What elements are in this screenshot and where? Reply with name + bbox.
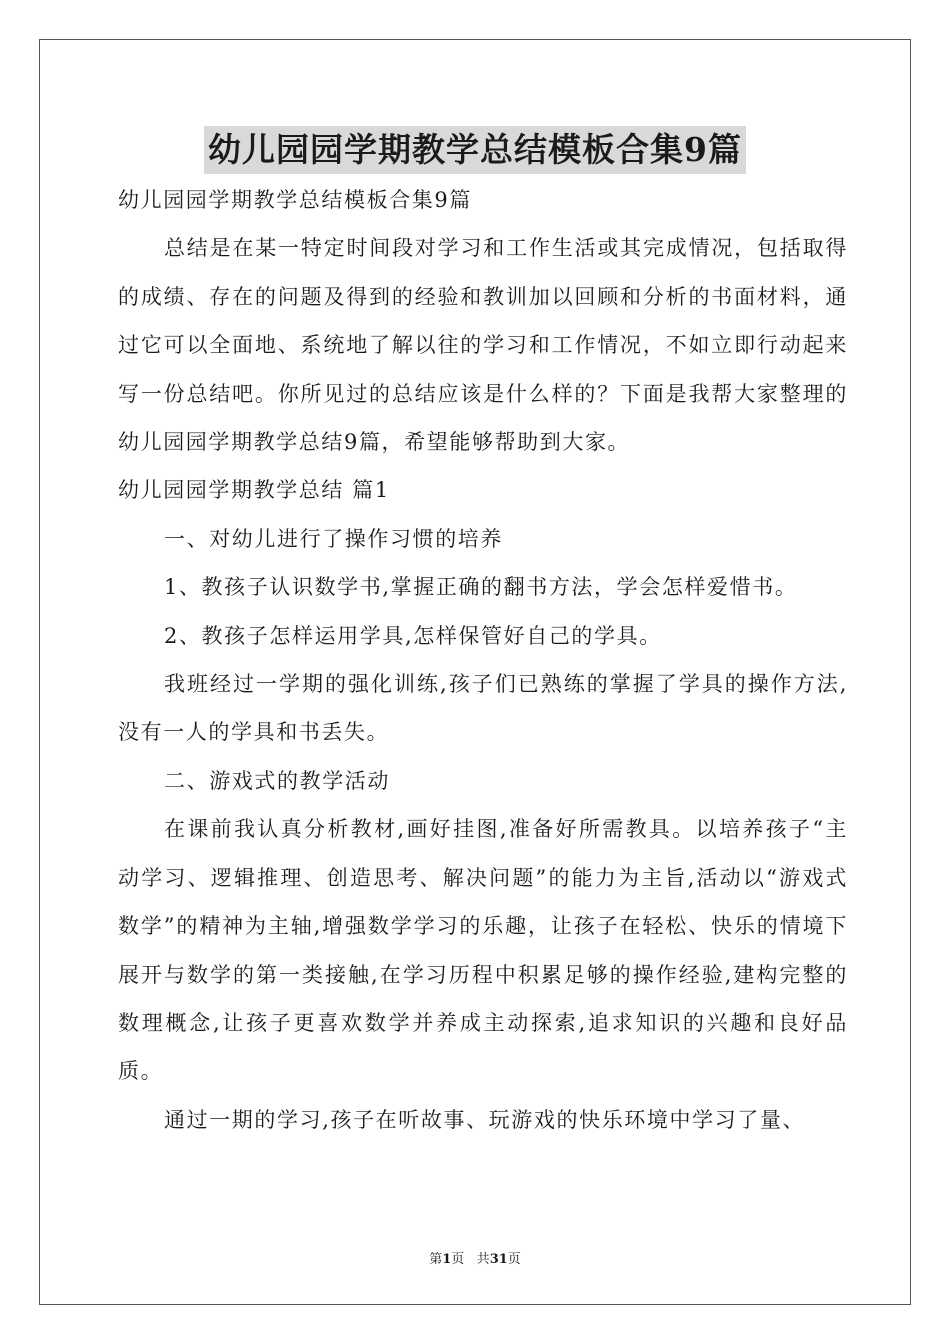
total-page-count: 31 (489, 1252, 508, 1267)
document-body (118, 176, 848, 1144)
paragraph: 我班经过一学期的强化训练,孩子们已熟练的掌握了学具的操作方法,没有一人的学具和书丢失。 (118, 672, 848, 745)
intro-paragraph: 总结是在某一特定时间段对学习和工作生活或其完成情况，包括取得的成绩、存在的问题及得到的经验和教训加以回顾和分析的书面材料，通过它可以全面地、系统地了解以往的学习和工作情况，不如立即行动起来写一份总结吧。你所见过的总结应该是什么样的？下面是我帮大家整理的幼儿园园学期教学总结9篇，希望能够帮助到大家。 (118, 236, 848, 455)
section-heading: 幼儿园园学期教学总结 篇1 (118, 478, 390, 503)
footer-total-unit: 页 (507, 1252, 521, 1267)
current-page-number: 1 (442, 1252, 452, 1267)
title-area (0, 126, 950, 174)
document-subtitle: 幼儿园园学期教学总结模板合集9篇 (118, 188, 472, 212)
footer-prefix: 第 (429, 1252, 443, 1267)
footer-page-unit: 页 (451, 1252, 465, 1267)
paragraph: 2、教孩子怎样运用学具,怎样保管好自己的学具。 (164, 623, 662, 648)
paragraph: 通过一期的学习,孩子在听故事、玩游戏的快乐环境中学习了量、 (164, 1107, 806, 1132)
paragraph: 二、游戏式的教学活动 (164, 768, 390, 793)
footer-total-prefix: 共 (476, 1252, 490, 1267)
paragraph: 一、对幼儿进行了操作习惯的培养 (164, 526, 503, 551)
page-footer (0, 1248, 950, 1267)
paragraph: 1、教孩子认识数学书,掌握正确的翻书方法，学会怎样爱惜书。 (164, 575, 798, 600)
document-title: 幼儿园园学期教学总结模板合集9篇 (204, 126, 746, 174)
paragraph: 在课前我认真分析教材,画好挂图,准备好所需教具。以培养孩子“主动学习、逻辑推理、创造思考、解决问题”的能力为主旨,活动以“游戏式数学”的精神为主轴,增强数学学习的乐趣，让孩子在轻松、快乐的情境下展开与数学的第一类接触,在学习历程中积累足够的操作经验,建构完整的数理概念,让孩子更喜欢数学并养成主动探索,追求知识的兴趣和良好品质。 (118, 817, 848, 1084)
